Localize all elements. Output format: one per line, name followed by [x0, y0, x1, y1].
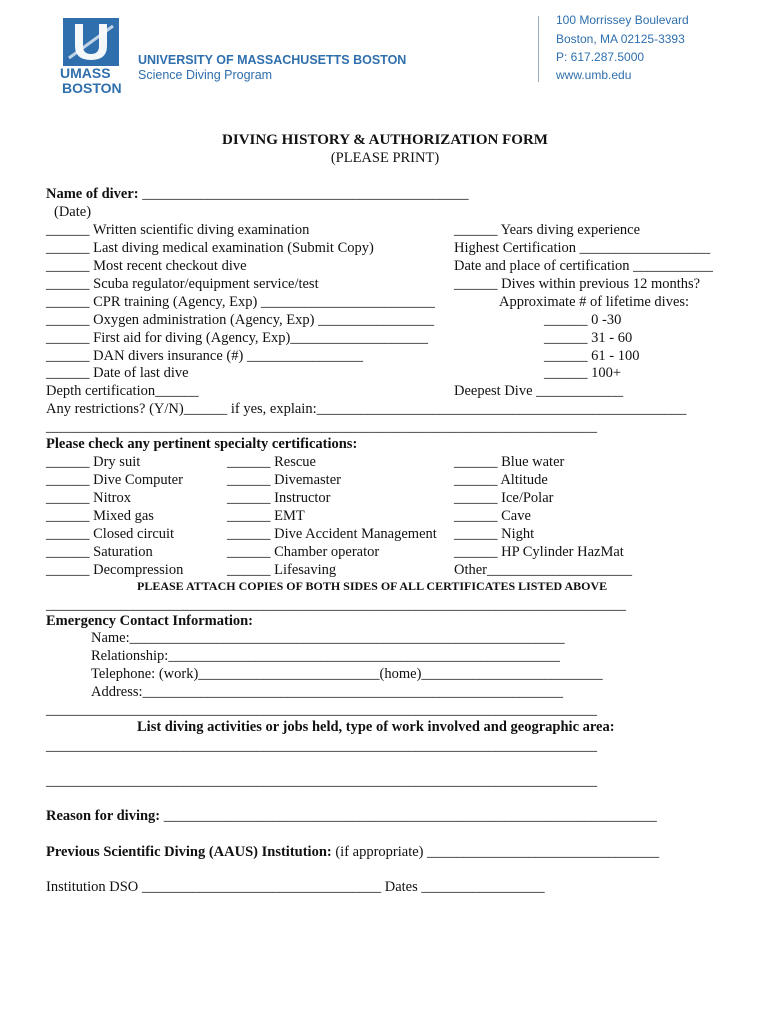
specialty-option[interactable]: ______ Altitude	[454, 472, 548, 488]
previous-institution-field[interactable]	[46, 843, 659, 861]
specialty-option[interactable]: ______ Dry suit	[46, 454, 141, 470]
address-line-1: 100 Morrissey Boulevard	[556, 13, 689, 27]
specialty-option[interactable]: ______ Cave	[454, 508, 531, 524]
dso-label: Institution DSO	[46, 879, 139, 895]
emergency-relationship-field[interactable]: Relationship:______________________________________________________	[91, 648, 560, 664]
reason-line: ____________________________________________________________________	[160, 808, 657, 824]
left-item[interactable]: ______ First aid for diving (Agency, Exp)___________________	[46, 330, 429, 346]
reason-for-diving-field[interactable]	[46, 807, 657, 825]
logo-boston-text: BOSTON	[62, 80, 122, 96]
dive-range-option[interactable]: ______ 61 - 100	[544, 348, 640, 364]
website: www.umb.edu	[556, 68, 632, 82]
activities-line[interactable]: ____________________________________________________________________________	[46, 738, 597, 754]
right-item[interactable]: ______ Dives within previous 12 months?	[454, 276, 701, 292]
specialty-option[interactable]: ______ Dive Accident Management	[227, 526, 437, 542]
activities-line[interactable]: ____________________________________________________________________________	[46, 773, 597, 789]
previous-institution-label: Previous Scientific Diving (AAUS) Institution:	[46, 844, 332, 860]
address-line-2: Boston, MA 02125-3393	[556, 32, 685, 46]
right-item[interactable]: Highest Certification __________________	[454, 240, 711, 256]
specialty-other-field[interactable]: Other____________________	[454, 562, 633, 578]
left-item[interactable]: ______ Most recent checkout dive	[46, 258, 247, 274]
left-item[interactable]: ______ Oxygen administration (Agency, Exp) ________________	[46, 312, 435, 328]
left-item[interactable]: ______ Date of last dive	[46, 365, 189, 381]
right-item[interactable]: ______ Years diving experience	[454, 222, 641, 238]
specialty-option[interactable]: ______ Mixed gas	[46, 508, 154, 524]
activities-heading: List diving activities or jobs held, type of work involved and geographic area:	[137, 719, 615, 735]
header-divider	[538, 16, 539, 82]
emergency-name-field[interactable]: Name:____________________________________________________________	[91, 630, 565, 646]
lifetime-dives-label: Approximate # of lifetime dives:	[499, 294, 690, 310]
specialty-option[interactable]: ______ Decompression	[46, 562, 184, 578]
date-column-heading: (Date)	[54, 204, 92, 220]
emergency-telephone-field[interactable]: Telephone: (work)_________________________(home)_________________________	[91, 666, 603, 682]
name-label: Name of diver:	[46, 186, 139, 202]
umass-u-icon	[63, 18, 119, 66]
program-name: Science Diving Program	[138, 68, 273, 82]
specialty-option[interactable]: ______ Closed circuit	[46, 526, 175, 542]
previous-institution-note: (if appropriate) ________________________________	[331, 844, 660, 860]
emergency-heading: Emergency Contact Information:	[46, 613, 253, 629]
specialty-option[interactable]: ______ Dive Computer	[46, 472, 183, 488]
left-item[interactable]: ______ Last diving medical examination (Submit Copy)	[46, 240, 374, 256]
specialty-option[interactable]: ______ Ice/Polar	[454, 490, 554, 506]
specialty-option[interactable]: ______ EMT	[227, 508, 305, 524]
dive-range-option[interactable]: ______ 0 -30	[544, 312, 622, 328]
dive-range-option[interactable]: ______ 31 - 60	[544, 330, 633, 346]
form-title: DIVING HISTORY & AUTHORIZATION FORM	[222, 132, 548, 148]
specialty-option[interactable]: ______ Nitrox	[46, 490, 131, 506]
restrictions-line-2[interactable]: ____________________________________________________________________________	[46, 419, 597, 435]
specialty-option[interactable]: ______ Rescue	[227, 454, 316, 470]
emergency-address-field[interactable]: Address:__________________________________________________________	[91, 684, 564, 700]
left-item[interactable]: ______ CPR training (Agency, Exp) ________________________	[46, 294, 435, 310]
specialty-option[interactable]: ______ HP Cylinder HazMat	[454, 544, 624, 560]
dive-range-option[interactable]: ______ 100+	[544, 365, 622, 381]
left-item[interactable]: ______ DAN divers insurance (#) ________________	[46, 348, 363, 364]
section-separator: ________________________________________________________________________________	[46, 597, 626, 613]
university-name: UNIVERSITY OF MASSACHUSETTS BOSTON	[138, 53, 407, 67]
umass-logo-mark	[63, 18, 119, 66]
specialty-option[interactable]: ______ Lifesaving	[227, 562, 337, 578]
name-line: _____________________________________________	[142, 186, 469, 202]
phone: P: 617.287.5000	[556, 50, 645, 64]
depth-certification-field[interactable]: Depth certification______	[46, 383, 199, 399]
form-subtitle: (PLEASE PRINT)	[330, 150, 440, 166]
deepest-dive-field[interactable]: Deepest Dive ____________	[454, 383, 624, 399]
left-item[interactable]: ______ Scuba regulator/equipment service/test	[46, 276, 319, 292]
specialty-option[interactable]: ______ Saturation	[46, 544, 153, 560]
activities-top-line: ____________________________________________________________________________	[46, 702, 597, 718]
specialty-option[interactable]: ______ Divemaster	[227, 472, 341, 488]
name-of-diver-field[interactable]	[46, 185, 468, 203]
specialty-option[interactable]: ______ Chamber operator	[227, 544, 380, 560]
specialty-option[interactable]: ______ Night	[454, 526, 535, 542]
dso-line: _________________________________ Dates _________________	[138, 879, 545, 895]
logo-umass-text: UMASS	[60, 65, 111, 81]
specialty-option[interactable]: ______ Instructor	[227, 490, 331, 506]
specialty-option[interactable]: ______ Blue water	[454, 454, 565, 470]
restrictions-field[interactable]: Any restrictions? (Y/N)______ if yes, explain:___________________________________________________	[46, 401, 687, 417]
reason-label: Reason for diving:	[46, 808, 161, 824]
institution-dso-field[interactable]	[46, 878, 545, 896]
attach-certificates-note: PLEASE ATTACH COPIES OF BOTH SIDES OF ALL CERTIFICATES LISTED ABOVE	[137, 579, 608, 593]
left-item[interactable]: ______ Written scientific diving examination	[46, 222, 310, 238]
specialty-heading: Please check any pertinent specialty certifications:	[46, 436, 358, 452]
right-item[interactable]: Date and place of certification ___________	[454, 258, 713, 274]
